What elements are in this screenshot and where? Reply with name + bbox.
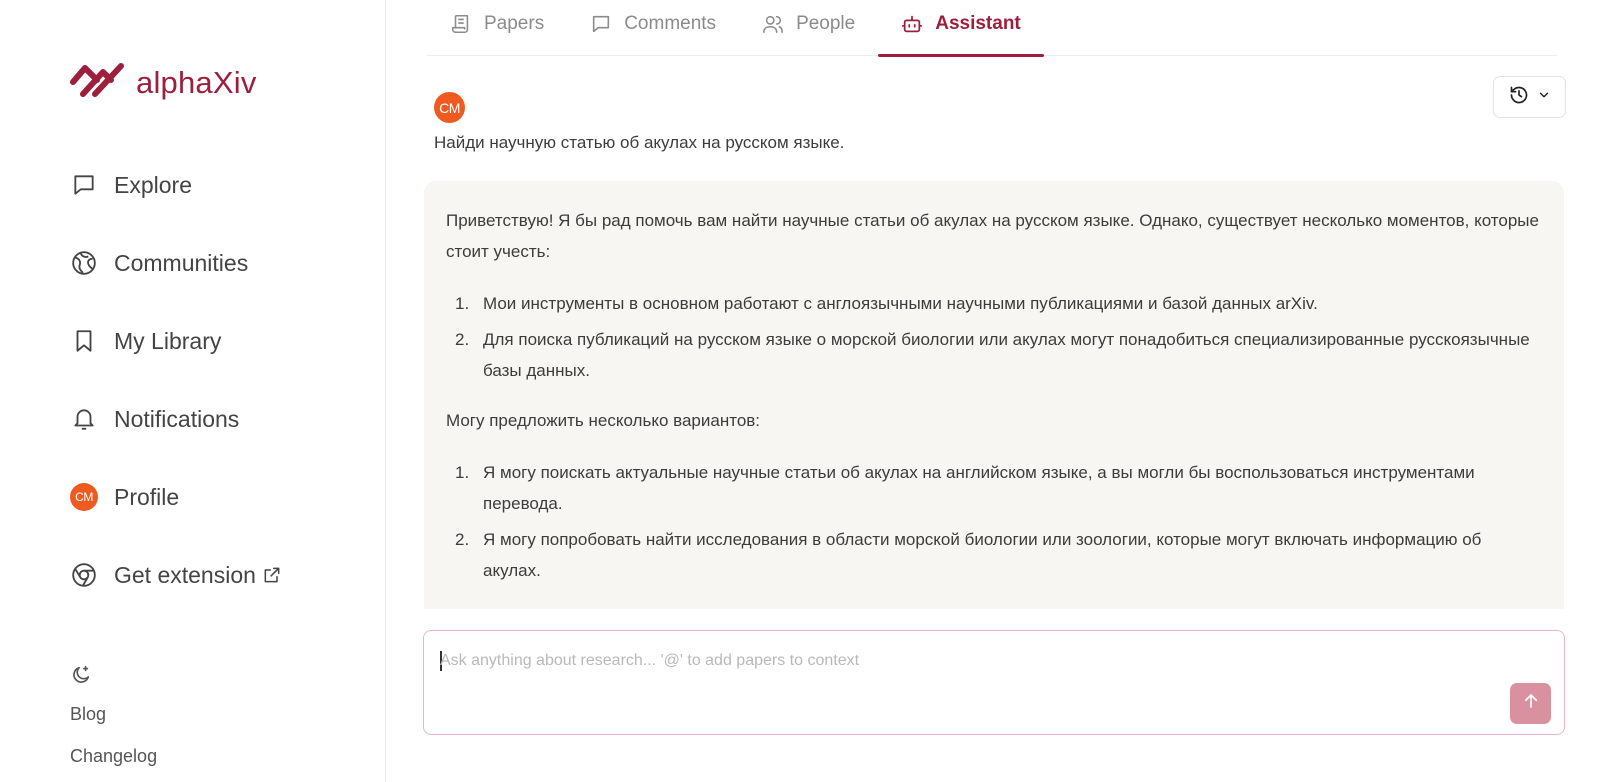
sidebar-item-label: Communities: [114, 249, 249, 276]
chat-input[interactable]: [440, 647, 1440, 675]
chat-composer: [423, 630, 1565, 735]
sidebar-item-label: Profile: [114, 483, 180, 510]
tab-comments[interactable]: [567, 0, 739, 56]
sidebar-item-profile[interactable]: [70, 480, 282, 514]
users-icon: [762, 13, 784, 35]
logo[interactable]: [70, 60, 257, 105]
tab-assistant[interactable]: [878, 0, 1044, 56]
user-avatar: CM: [434, 92, 465, 123]
tab-label: Assistant: [935, 13, 1021, 34]
external-link-icon: [262, 565, 282, 585]
sidebar-item-explore[interactable]: [70, 168, 282, 202]
sidebar-item-label: Explore: [114, 171, 192, 198]
list-item-text: Я могу поискать актуальные научные статьи об акулах на английском языке, а вы могли бы воспользоваться инструментами перевода.: [483, 463, 1475, 513]
list-item: 1. Я могу поискать актуальные научные статьи об акулах на английском языке, а вы могли бы воспользоваться инструментами перевода.: [455, 463, 1475, 513]
list-item: 2. Я могу попробовать найти исследования в области морской биологии или зоологии, которые могут включать информацию об акулах.: [455, 530, 1482, 580]
scroll-icon: [450, 13, 472, 35]
bot-icon: [901, 13, 923, 35]
history-icon: [1509, 85, 1529, 110]
tab-papers[interactable]: [427, 0, 567, 56]
logo-text: alphaXiv: [136, 64, 257, 100]
chat-history-dropdown[interactable]: [1493, 76, 1566, 118]
tab-label: People: [796, 13, 856, 34]
moon-icon[interactable]: [70, 664, 92, 686]
list-item-text: Мои инструменты в основном работают с англоязычными научными публикациями и базой данных arXiv.: [483, 294, 1318, 313]
bell-icon: [70, 405, 98, 433]
sidebar-item-communities[interactable]: [70, 246, 282, 280]
list-item-text: Я могу попробовать найти исследования в области морской биологии или зоологии, которые могут включать информацию об акулах.: [483, 530, 1482, 580]
main-panel: [387, 0, 1600, 782]
changelog-link[interactable]: Changelog: [70, 746, 158, 766]
bookmark-icon: [70, 327, 98, 355]
list-item: 1. Мои инструменты в основном работают с англоязычными научными публикациями и базой данных arXiv.: [455, 294, 1318, 313]
assistant-middle: Могу предложить несколько вариантов:: [446, 411, 761, 430]
alphaxiv-logo-icon: [70, 60, 124, 105]
user-message: Найди научную статью об акулах на русском языке.: [434, 133, 845, 152]
assistant-intro: Приветствую! Я бы рад помочь вам найти научные статьи об акулах на русском языке. Однако, существует несколько моментов, которые стоит учесть:: [446, 211, 1539, 261]
chrome-icon: [70, 561, 98, 589]
sidebar-item-label: Get extension: [114, 561, 256, 588]
chevron-down-icon: [1537, 88, 1551, 107]
profile-avatar-wrap: [70, 483, 98, 511]
globe-icon: [70, 249, 98, 277]
blog-link[interactable]: Blog: [70, 704, 107, 724]
send-button[interactable]: [1510, 683, 1551, 724]
message-square-icon: [70, 171, 98, 199]
avatar: CM: [70, 483, 98, 511]
tab-label: Papers: [484, 13, 545, 34]
comment-icon: [590, 13, 612, 35]
list-item-text: Для поиска публикаций на русском языке о морской биологии или акулах могут понадобиться специализированные русскоязычные базы данных.: [483, 330, 1530, 380]
sidebar-item-notifications[interactable]: [70, 402, 282, 436]
sidebar: [0, 0, 386, 782]
sidebar-nav: [70, 168, 282, 636]
tab-people[interactable]: [739, 0, 878, 56]
sidebar-item-label: Notifications: [114, 405, 240, 432]
assistant-list-2: [446, 457, 1542, 586]
assistant-list-1: [446, 288, 1542, 386]
assistant-message: [424, 181, 1564, 609]
sidebar-item-get-extension[interactable]: [70, 558, 282, 592]
arrow-up-icon: [1522, 692, 1540, 715]
sidebar-item-label: My Library: [114, 327, 222, 354]
tab-bar: [427, 0, 1557, 56]
tab-label: Comments: [624, 13, 717, 34]
sidebar-item-my-library[interactable]: [70, 324, 282, 358]
list-item: 2. Для поиска публикаций на русском языке о морской биологии или акулах могут понадобиться специализированные русскоязычные базы данных.: [455, 330, 1530, 380]
